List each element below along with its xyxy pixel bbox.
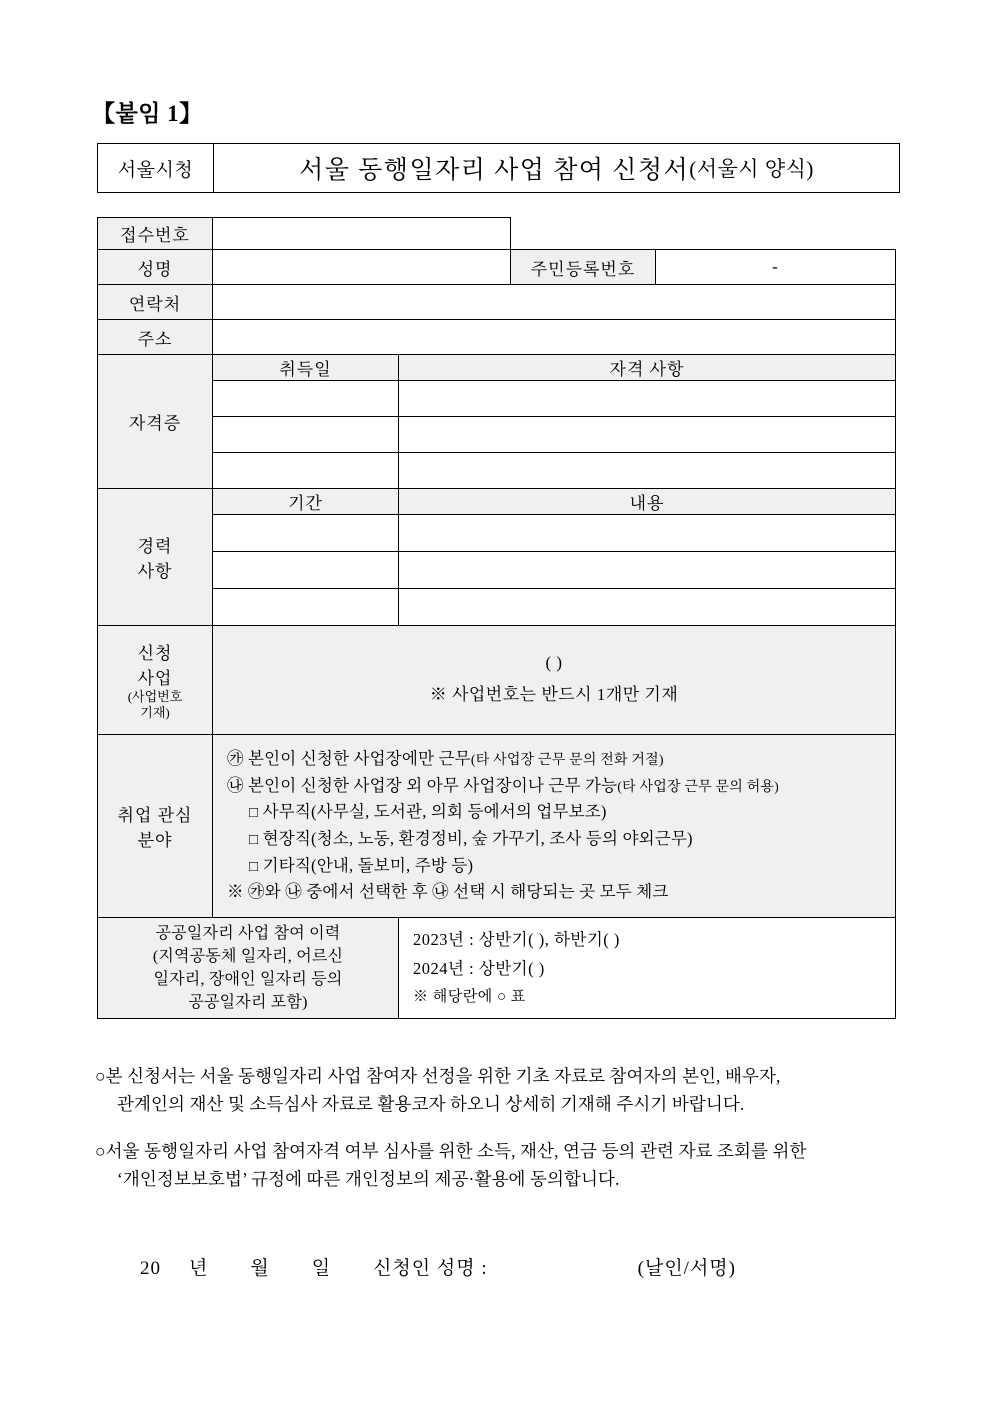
table-row-receipt-no <box>98 218 896 250</box>
certificate-label: 자격증 <box>98 355 213 489</box>
phone-label: 연락처 <box>98 285 213 320</box>
public-job-history-label-line2: (지역공동체 일자리, 어르신 <box>152 947 344 965</box>
checkbox-icon[interactable]: □ <box>249 832 259 848</box>
table-row-career-header <box>98 489 896 515</box>
signature-year-unit: 년 <box>189 1258 209 1279</box>
public-job-history-2024[interactable]: 2024년 : 상반기( ) <box>413 958 545 978</box>
career-label-line1: 경력 <box>137 537 173 556</box>
career-period-input[interactable] <box>213 552 399 589</box>
certificate-detail-input[interactable] <box>399 453 896 489</box>
public-job-history-label <box>98 918 399 1019</box>
issuing-organization: 서울시청 <box>98 144 214 192</box>
checkbox-icon[interactable]: □ <box>249 858 259 875</box>
career-content-input[interactable] <box>399 552 896 589</box>
table-row-public-job-history <box>98 918 896 1019</box>
certificate-col-detail: 자격 사항 <box>399 355 896 381</box>
signature-month-unit: 월 <box>250 1258 270 1279</box>
public-job-history-label-line1: 공공일자리 사업 참여 이력 <box>155 924 341 942</box>
career-label <box>98 489 213 626</box>
table-row-career <box>98 515 896 552</box>
note-item <box>95 1137 915 1194</box>
certificate-date-input[interactable] <box>213 381 399 417</box>
apply-business-label-line2: 사업 <box>137 668 173 688</box>
phone-input[interactable] <box>213 285 896 320</box>
public-job-history-label-line4: 공공일자리 포함) <box>188 994 308 1012</box>
public-job-history-note: ※ 해당란에 ○ 표 <box>413 988 526 1005</box>
signature-year-prefix: 20 <box>140 1258 161 1279</box>
certificate-date-input[interactable] <box>213 453 399 489</box>
table-row-certificate <box>98 453 896 489</box>
attachment-label: 【붙임 1】 <box>92 101 203 126</box>
career-col-period: 기간 <box>213 489 399 515</box>
receipt-no-input[interactable] <box>213 218 511 250</box>
certificate-detail-input[interactable] <box>399 417 896 453</box>
table-row-name-rrn <box>98 250 896 285</box>
table-row-phone <box>98 285 896 320</box>
signature-seal-label: (날인/서명) <box>637 1258 736 1279</box>
interest-option-b-text: 본인이 신청한 사업장 외 아무 사업장이나 근무 가능 <box>248 775 618 795</box>
career-period-input[interactable] <box>213 515 399 552</box>
apply-business-label-line1: 신청 <box>137 643 173 663</box>
interest-checkbox-office[interactable] <box>227 799 895 826</box>
career-content-input[interactable] <box>399 589 896 626</box>
table-row-certificate <box>98 417 896 453</box>
interest-field-label-line1: 취업 관심 <box>117 806 193 825</box>
signature-day-unit: 일 <box>311 1258 332 1279</box>
table-row-career <box>98 589 896 626</box>
note-line: ○서울 동행일자리 사업 참여자격 여부 심사를 위한 소득, 재산, 연금 등의 관련 자료 조회를 위한 <box>95 1140 807 1161</box>
form-title <box>214 144 899 192</box>
signature-applicant-label: 신청인 성명 : <box>373 1258 488 1279</box>
table-row-address <box>98 320 896 355</box>
signature-line <box>140 1253 920 1280</box>
public-job-history-label-line3: 일자리, 장애인 일자리 등의 <box>153 971 343 988</box>
note-line: 관계인의 재산 및 소득심사 자료로 활용코자 하오니 상세히 기재해 주시기 바랍니다. <box>117 1094 745 1115</box>
interest-checkbox-field-label: 현장직(청소, 노동, 환경정비, 숲 가꾸기, 조사 등의 야외근무) <box>262 829 693 848</box>
public-job-history-2023[interactable]: 2023년 : 상반기( ), 하반기( ) <box>413 930 620 949</box>
interest-option-a-paren: (타 사업장 근무 문의 전화 거절) <box>470 752 664 768</box>
address-label: 주소 <box>98 320 213 355</box>
career-period-input[interactable] <box>213 589 399 626</box>
table-row-apply-business <box>98 626 896 735</box>
note-line: ‘개인정보보호법’ 규정에 따른 개인정보의 제공·활용에 동의합니다. <box>117 1169 620 1190</box>
public-job-history-cell <box>399 918 896 1019</box>
interest-option-a-text: 본인이 신청한 사업장에만 근무 <box>248 748 471 768</box>
application-form-table <box>97 217 896 1019</box>
rrn-label: 주민등록번호 <box>511 250 656 285</box>
footer-notes <box>95 1062 915 1211</box>
certificate-date-input[interactable] <box>213 417 399 453</box>
note-line: ○본 신청서는 서울 동행일자리 사업 참여자 선정을 위한 기초 자료로 참여자의 본인, 배우자, <box>95 1066 781 1086</box>
interest-checkbox-other-label: 기타직(안내, 돌보미, 주방 등) <box>262 855 474 875</box>
title-bar <box>97 143 900 193</box>
rrn-input[interactable]: - <box>656 250 896 285</box>
interest-option-b-paren: (타 사업장 근무 문의 허용) <box>617 779 779 795</box>
table-row-career <box>98 552 896 589</box>
receipt-no-spacer <box>511 218 896 250</box>
form-title-suffix: (서울시 양식) <box>689 157 814 181</box>
note-item <box>95 1062 915 1119</box>
receipt-no-label: 접수번호 <box>98 218 213 250</box>
circled-ga-icon: ㉮ <box>227 748 244 768</box>
interest-field-label-line2: 분야 <box>137 831 173 850</box>
apply-business-number-input[interactable]: ( ) <box>545 652 563 672</box>
apply-business-label-sub2: 기재) <box>140 705 170 720</box>
interest-option-a[interactable] <box>227 746 895 773</box>
interest-field-note: ※ ㉮와 ㉯ 중에서 선택한 후 ㉯ 선택 시 해당되는 곳 모두 체크 <box>227 882 669 902</box>
career-col-content: 내용 <box>399 489 896 515</box>
interest-checkbox-field[interactable] <box>227 826 895 853</box>
career-content-input[interactable] <box>399 515 896 552</box>
apply-business-cell <box>213 626 896 735</box>
apply-business-label <box>98 626 213 735</box>
name-label: 성명 <box>98 250 213 285</box>
career-label-line2: 사항 <box>137 562 173 581</box>
interest-checkbox-other[interactable] <box>227 853 895 880</box>
interest-option-b[interactable] <box>227 773 895 800</box>
apply-business-note: ※ 사업번호는 반드시 1개만 기재 <box>429 685 679 704</box>
circled-na-icon: ㉯ <box>227 775 244 795</box>
name-input[interactable] <box>213 250 511 285</box>
certificate-detail-input[interactable] <box>399 381 896 417</box>
interest-field-label <box>98 735 213 918</box>
certificate-col-date: 취득일 <box>213 355 399 381</box>
table-row-certificate-header <box>98 355 896 381</box>
form-title-main: 서울 동행일자리 사업 참여 신청서 <box>299 157 690 184</box>
checkbox-icon[interactable]: □ <box>249 805 259 822</box>
interest-checkbox-office-label: 사무직(사무실, 도서관, 의회 등에서의 업무보조) <box>262 802 607 822</box>
address-input[interactable] <box>213 320 896 355</box>
interest-field-cell <box>213 735 896 918</box>
apply-business-label-sub1: (사업번호 <box>127 688 183 704</box>
table-row-interest-field <box>98 735 896 918</box>
table-row-certificate <box>98 381 896 417</box>
